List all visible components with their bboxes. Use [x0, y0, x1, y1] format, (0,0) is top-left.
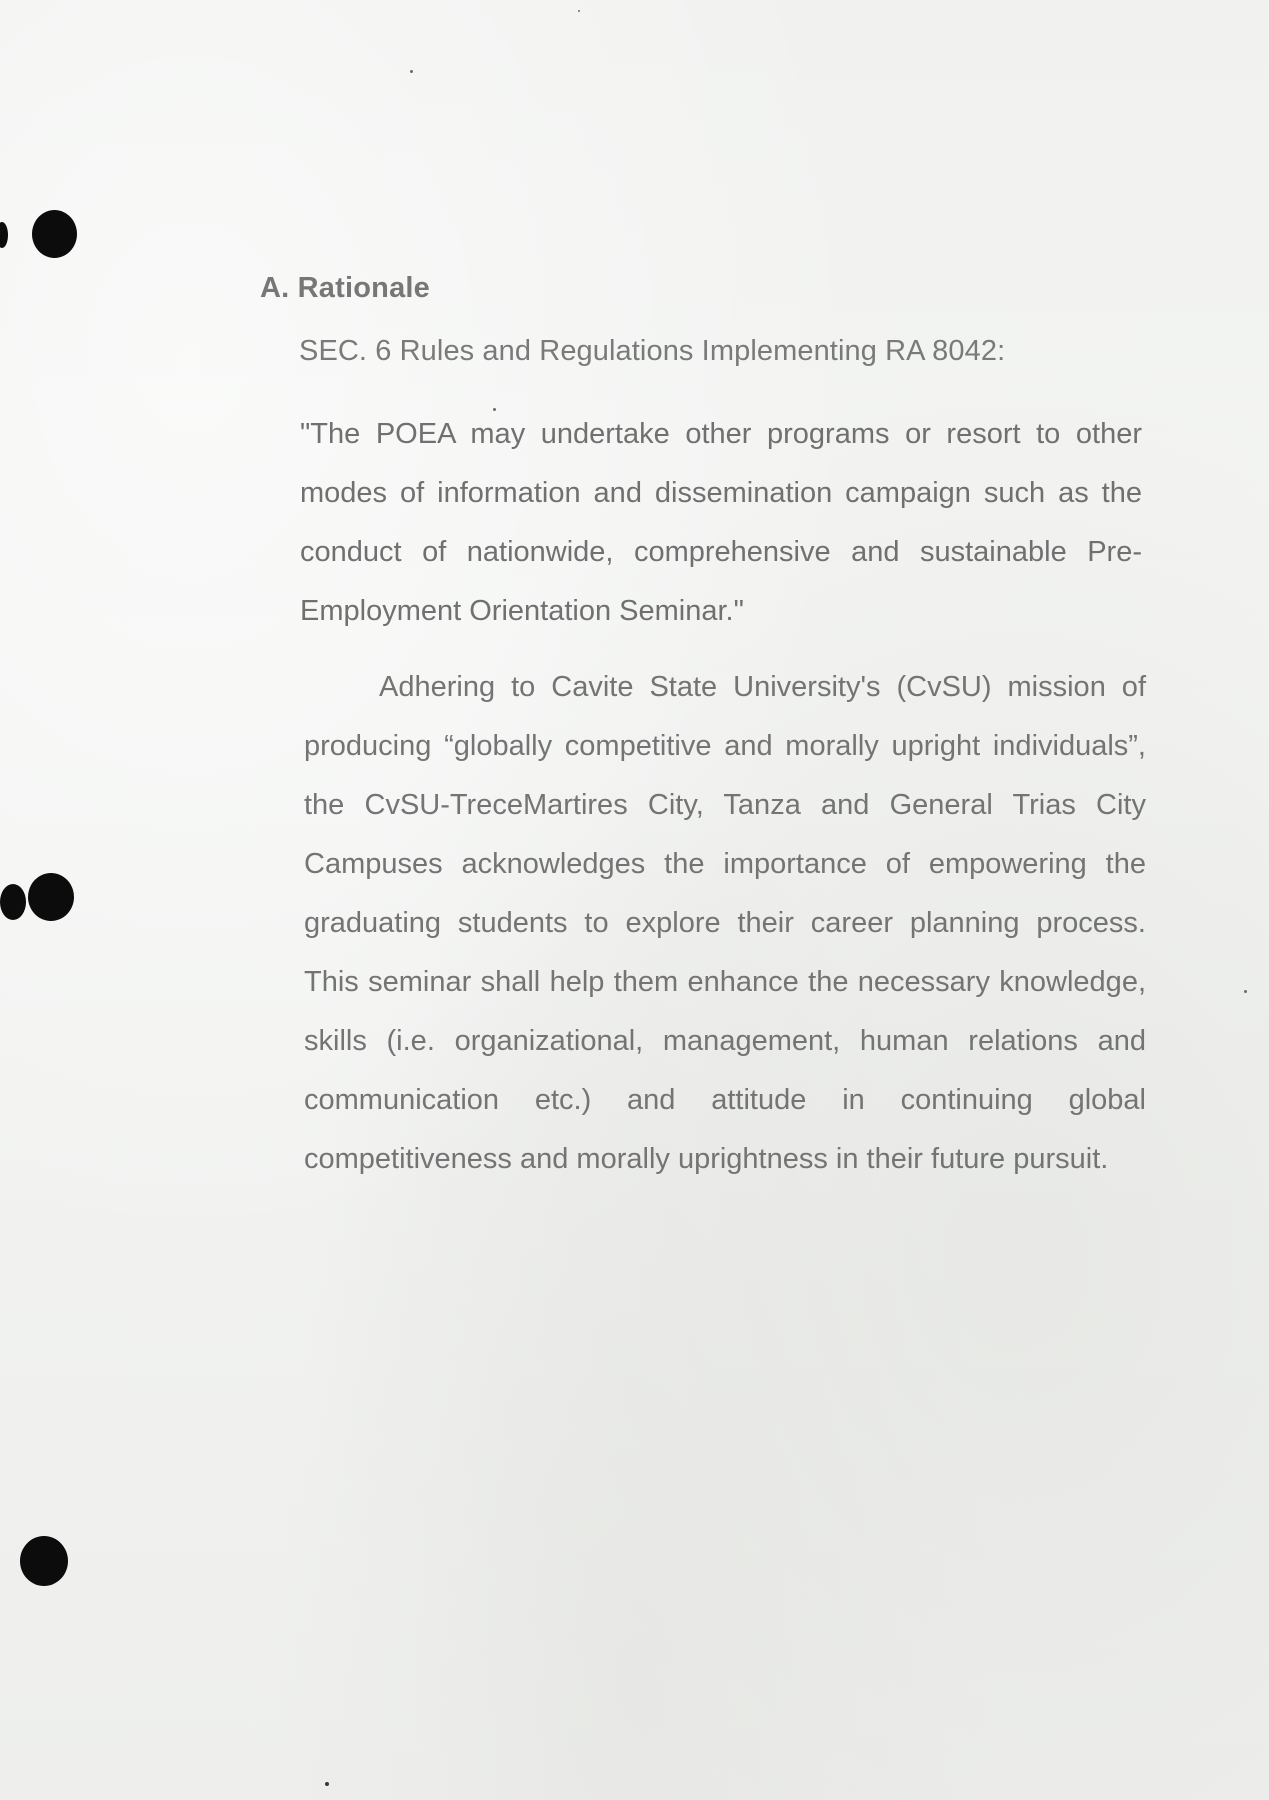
punch-hole-edge-middle [0, 884, 26, 920]
punch-hole-edge-top [0, 222, 8, 248]
quoted-regulation: "The POEA may undertake other programs or resort to other modes of information and dissemination campaign such as the conduct of nationwide, comprehensive and sustainable Pre- Employment Orientation Seminar." [300, 418, 1142, 627]
scan-speck [325, 1782, 329, 1786]
section-subheading: SEC. 6 Rules and Regulations Implementing RA 8042: [299, 335, 1006, 367]
punch-hole-middle [28, 873, 74, 921]
rationale-paragraph: Adhering to Cavite State University's (CvSU) mission of producing “globally competitive and morally upright individuals”, the CvSU-TreceMartires City, Tanza and General Trias City Campuses acknowledges the importance of empowering the graduating students to explore their career planning process. This seminar shall help them enhance the necessary knowledge, skills (i.e. organizational, management, human relations and communication etc.) and attitude in continuing global competitiveness and morally uprightness in their future pursuit. [304, 671, 1146, 1175]
scan-speck [1244, 990, 1247, 993]
section-heading: A. Rationale [260, 272, 430, 304]
punch-hole-top [32, 210, 77, 258]
scan-speck [410, 70, 413, 73]
scan-speck [578, 10, 580, 12]
punch-hole-bottom [20, 1536, 68, 1586]
